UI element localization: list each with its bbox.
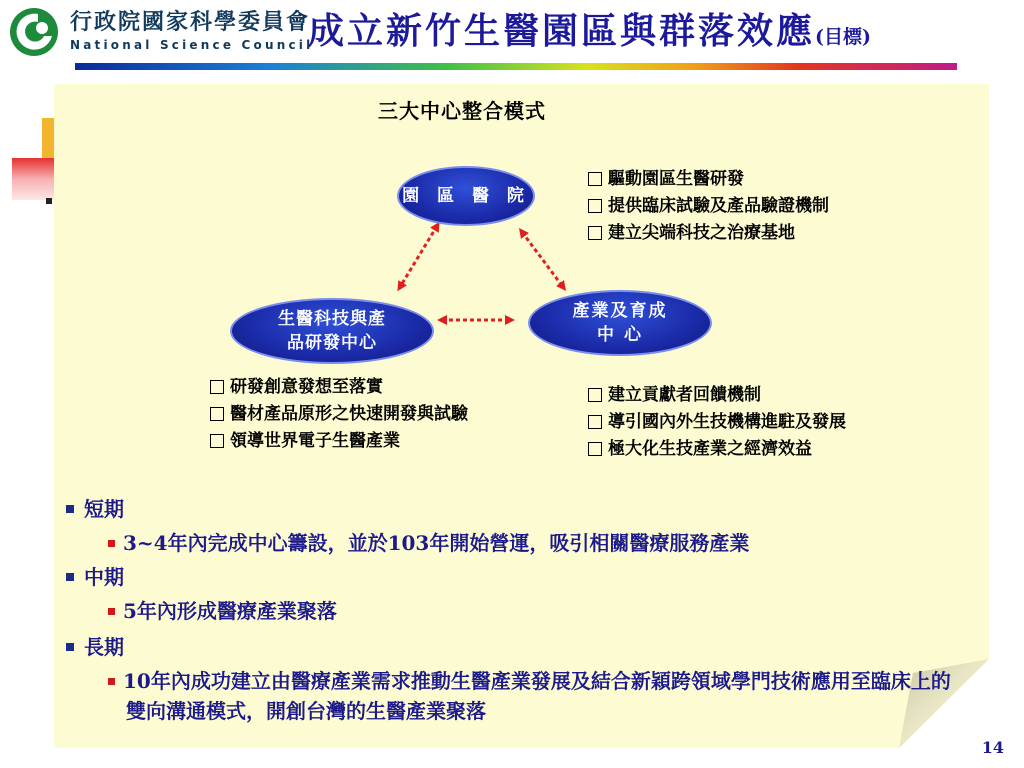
checkbox-bullet-icon: [588, 172, 602, 186]
industry-goals-list: [588, 382, 918, 463]
phase-short-term: 短期: [66, 494, 124, 524]
phase-mid-term-detail: 5年內形成醫療產業聚落: [108, 596, 337, 626]
list-item: 極大化生技產業之經濟效益: [588, 436, 918, 463]
checkbox-bullet-icon: [588, 442, 602, 456]
list-item: 提供臨床試驗及產品驗證機制: [588, 193, 829, 220]
slide-title-suffix: (目標): [815, 26, 871, 48]
node-industry-line1: 產業及育成: [572, 301, 668, 321]
checkbox-bullet-icon: [210, 407, 224, 421]
diagram-heading: 三大中心整合模式: [378, 99, 546, 123]
checkbox-bullet-icon: [588, 415, 602, 429]
checkbox-bullet-icon: [210, 380, 224, 394]
checkbox-bullet-icon: [588, 226, 602, 240]
node-park-hospital-label: 園 區 醫 院: [402, 186, 530, 206]
list-item: 領導世界電子生醫產業: [210, 428, 468, 455]
rd-goals-list: [210, 374, 468, 455]
arrow-hospital-industry: [522, 232, 563, 287]
checkbox-bullet-icon: [588, 199, 602, 213]
arrow-hospital-rd: [400, 226, 437, 287]
list-item: 醫材產品原形之快速開發與試驗: [210, 401, 468, 428]
list-item: 驅動園區生醫研發: [588, 166, 829, 193]
slide-title-main: 成立新竹生醫園區與群落效應: [308, 10, 816, 52]
checkbox-bullet-icon: [588, 388, 602, 402]
square-bullet-icon: [66, 573, 74, 581]
list-item: 導引國內外生技機構進駐及發展: [588, 409, 918, 436]
square-bullet-icon: [108, 540, 115, 547]
list-item: 建立貢獻者回饋機制: [588, 382, 918, 409]
square-bullet-icon: [108, 678, 115, 685]
list-item: 研發創意發想至落實: [210, 374, 468, 401]
node-rd-center-line1: 生醫科技與產: [278, 309, 386, 329]
phase-mid-term: 中期: [66, 562, 124, 592]
checkbox-bullet-icon: [210, 434, 224, 448]
node-rd-center-line2: 品研發中心: [287, 333, 377, 353]
page-number: 14: [981, 738, 1004, 757]
node-industry-incubation-center: [528, 290, 712, 356]
square-bullet-icon: [66, 505, 74, 513]
org-name-english: National Science Council: [70, 38, 314, 52]
phase-long-term: 長期: [66, 632, 124, 662]
org-name-chinese: 行政院國家科學委員會: [70, 10, 311, 35]
square-bullet-icon: [108, 608, 115, 615]
phase-short-term-detail: 3~4年內完成中心籌設，並於103年開始營運，吸引相關醫療服務產業: [108, 528, 749, 558]
list-item: 建立尖端科技之治療基地: [588, 220, 829, 247]
node-park-hospital: [397, 166, 535, 226]
node-rd-center: [230, 298, 434, 364]
square-bullet-icon: [66, 643, 74, 651]
phase-long-term-detail: 10年內成功建立由醫療產業需求推動生醫產業發展及結合新穎跨領域學門技術應用至臨床上的雙向溝通模式，開創台灣的生醫產業聚落: [108, 666, 966, 726]
hospital-goals-list: [588, 166, 829, 247]
node-industry-line2: 中 心: [597, 325, 643, 345]
